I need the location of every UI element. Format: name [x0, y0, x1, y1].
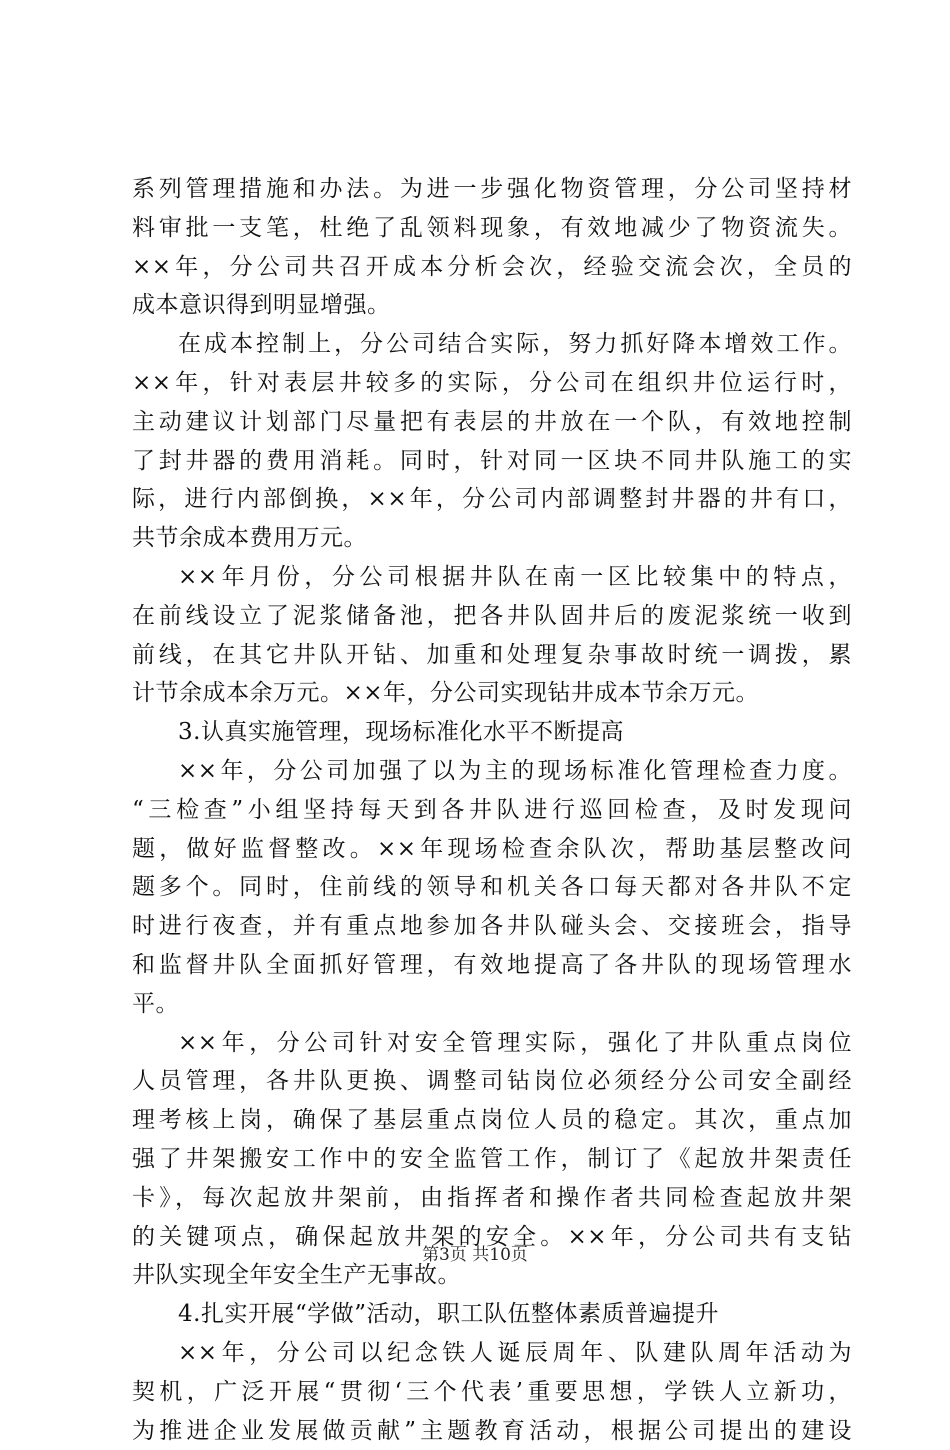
text-line: 4.扎实开展“学做”活动，职工队伍整体素质普遍提升	[132, 1295, 852, 1334]
text-line: 了封井器的费用消耗。同时，针对同一区块不同井队施工的实	[132, 442, 852, 481]
text-line: 井队实现全年安全生产无事故。	[132, 1256, 852, 1295]
text-line: ××年，分公司针对安全管理实际，强化了井队重点岗位	[132, 1024, 852, 1063]
text-line: 共节余成本费用万元。	[132, 519, 852, 558]
text-line: 强了井架搬安工作中的安全监管工作，制订了《起放井架责任	[132, 1140, 852, 1179]
text-line: 理考核上岗，确保了基层重点岗位人员的稳定。其次，重点加	[132, 1101, 852, 1140]
text-line: 主动建议计划部门尽量把有表层的井放在一个队，有效地控制	[132, 403, 852, 442]
text-line: 在前线设立了泥浆储备池，把各井队固井后的废泥浆统一收到	[132, 597, 852, 636]
text-line: ××年，针对表层井较多的实际，分公司在组织井位运行时，	[132, 364, 852, 403]
text-line: 际，进行内部倒换，××年，分公司内部调整封井器的井有口，	[132, 480, 852, 519]
text-line: 题，做好监督整改。××年现场检查余队次，帮助基层整改问	[132, 830, 852, 869]
text-line: 题多个。同时，住前线的领导和机关各口每天都对各井队不定	[132, 868, 852, 907]
text-line: ××年，分公司加强了以为主的现场标准化管理检查力度。	[132, 752, 852, 791]
text-line: 人员管理，各井队更换、调整司钻岗位必须经分公司安全副经	[132, 1062, 852, 1101]
text-line: 和监督井队全面抓好管理，有效地提高了各井队的现场管理水	[132, 946, 852, 985]
text-line: ××年，分公司共召开成本分析会次，经验交流会次，全员的	[132, 248, 852, 287]
text-line: “三检查”小组坚持每天到各井队进行巡回检查，及时发现问	[132, 791, 852, 830]
text-line: 计节余成本余万元。××年，分公司实现钻井成本节余万元。	[132, 674, 852, 713]
text-line: 契机，广泛开展“贯彻‘三个代表’重要思想，学铁人立新功，	[132, 1373, 852, 1412]
text-line: 时进行夜查，并有重点地参加各井队碰头会、交接班会，指导	[132, 907, 852, 946]
text-line: 卡》，每次起放井架前，由指挥者和操作者共同检查起放井架	[132, 1179, 852, 1218]
text-line: ××年月份，分公司根据井队在南一区比较集中的特点，	[132, 558, 852, 597]
text-line: 平。	[132, 985, 852, 1024]
text-line: 在成本控制上，分公司结合实际，努力抓好降本增效工作。	[132, 325, 852, 364]
text-line: 系列管理措施和办法。为进一步强化物资管理，分公司坚持材	[132, 170, 852, 209]
text-line: 成本意识得到明显增强。	[132, 286, 852, 325]
page-footer: 第3页 共10页	[0, 1240, 950, 1265]
text-line: 的关键项点，确保起放井架的安全。××年，分公司共有支钻	[132, 1218, 852, 1257]
text-line: 为推进企业发展做贡献”主题教育活动，根据公司提出的建设	[132, 1412, 852, 1450]
text-line: 3.认真实施管理，现场标准化水平不断提高	[132, 713, 852, 752]
text-line: 前线，在其它井队开钻、加重和处理复杂事故时统一调拨，累	[132, 636, 852, 675]
text-line: ××年，分公司以纪念铁人诞辰周年、队建队周年活动为	[132, 1334, 852, 1373]
text-line: 料审批一支笔，杜绝了乱领料现象，有效地减少了物资流失。	[132, 209, 852, 248]
